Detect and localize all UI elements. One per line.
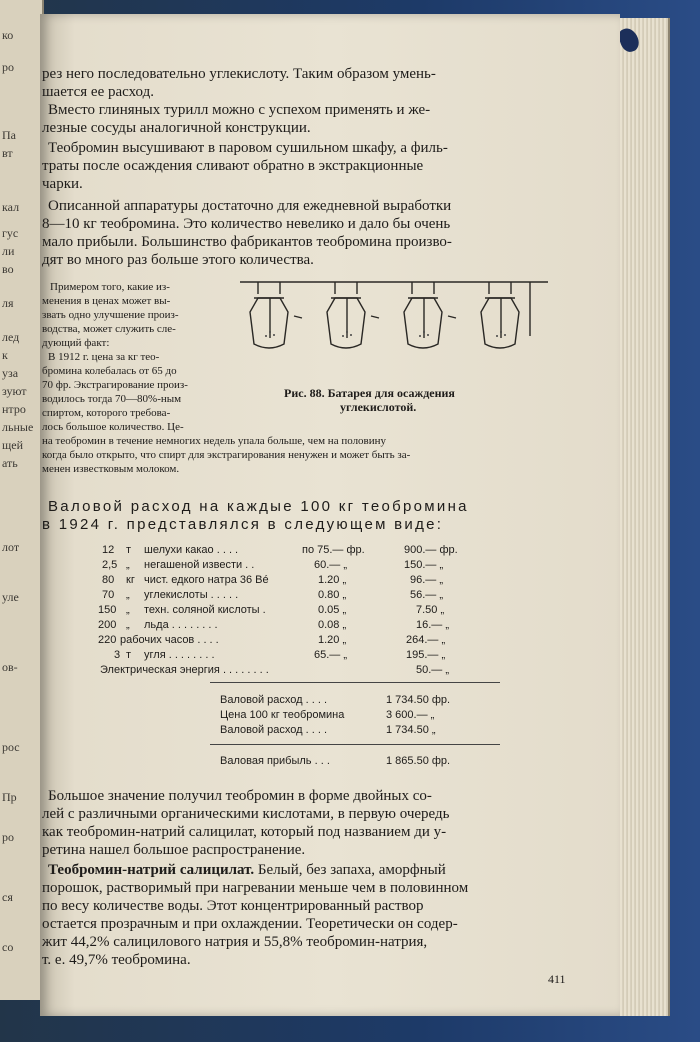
prev-page-fragment: ать	[2, 456, 18, 470]
row-total: 900.— фр.	[404, 544, 458, 556]
body-line: остается прозрачным и при охлаждении. Теоретически он содер-	[42, 916, 458, 932]
table-divider	[210, 744, 500, 745]
row-price: 65.— „	[314, 649, 348, 661]
book-page	[40, 14, 620, 1016]
row-price: 1.20 „	[318, 634, 347, 646]
body-line: 8—10 кг теобромина. Это количество невелико и дало бы очень	[42, 216, 451, 232]
prev-page-fragment: щей	[2, 438, 23, 452]
row-total: 150.— „	[404, 559, 444, 571]
subsection-text: Белый, без запаха, аморфный	[254, 862, 446, 878]
body-line: жит 44,2% салицилового натрия и 55,8% теобромин-натрия,	[42, 934, 428, 950]
row-qty: 80	[102, 574, 115, 586]
prev-page-fragment: Па	[2, 128, 16, 142]
prev-page-fragment: нтро	[2, 402, 26, 416]
prev-page-fragment: ов-	[2, 660, 18, 674]
prev-page-fragment: уле	[2, 590, 19, 604]
row-total: 16.— „	[416, 619, 450, 631]
note-line: на теобромин в течение немногих недель упала больше, чем на половину	[42, 435, 387, 447]
vessel-1	[250, 282, 302, 348]
row-unit: „	[126, 619, 130, 631]
table-divider	[210, 682, 500, 683]
row-name: угля . . . . . . . .	[144, 649, 215, 661]
row-unit: кг	[126, 574, 135, 586]
prev-page-fragment: кал	[2, 200, 20, 214]
row-unit: т	[126, 649, 132, 661]
page-number: 411	[548, 972, 566, 986]
row-unit: т	[126, 544, 132, 556]
prev-page-fragment: ро	[2, 60, 14, 74]
prev-page-fragment: лот	[2, 540, 20, 554]
body-line: Вместо глиняных турилл можно с успехом применять и же-	[48, 102, 431, 118]
precipitation-battery-figure	[240, 276, 550, 376]
note-line: водства, может служить сле-	[42, 323, 176, 335]
summary-value: 1 734.50 „	[386, 724, 436, 736]
page-content	[40, 14, 620, 1016]
row-total: 50.— „	[416, 664, 450, 676]
table-heading: Валовой расход на каждые 100 кг теобромина	[48, 498, 469, 515]
subsection-title: Теобромин-натрий салицилат.	[48, 862, 255, 878]
row-name: углекислоты . . . . .	[144, 589, 239, 601]
row-name: рабочих часов . . . .	[120, 634, 219, 646]
summary-value: 3 600.— „	[386, 709, 435, 721]
body-line: Теобромин высушивают в паровом сушильном шкафу, а филь-	[48, 140, 448, 156]
row-price: 60.— „	[314, 559, 348, 571]
body-line: лезные сосуды аналогичной конструкции.	[42, 120, 311, 136]
prev-page-fragment: со	[2, 940, 14, 954]
note-line: менен известковым молоком.	[42, 463, 180, 475]
prev-page-fragment: ро	[2, 830, 14, 844]
page-stack-edges	[616, 18, 670, 1016]
body-line: мало прибыли. Большинство фабрикантов теобромина произво-	[42, 234, 452, 250]
summary-label: Валовой расход . . . .	[220, 694, 328, 706]
body-line: как теобромин-натрий салицилат, который под названием ди у-	[42, 824, 447, 840]
row-qty: 12	[102, 544, 115, 556]
row-name: негашеной извести . .	[144, 559, 255, 571]
prev-page-fragment: ли	[2, 244, 15, 258]
note-line: водилось тогда 70—80%-ным	[42, 393, 182, 405]
note-line: В 1912 г. цена за кг тео-	[48, 351, 160, 363]
prev-page-fragment: Пр	[2, 790, 17, 804]
prev-page-fragment: во	[2, 262, 14, 276]
prev-page-fragment: льные	[2, 420, 34, 434]
summary-label: Цена 100 кг теобромина	[220, 709, 345, 721]
body-line: лей с различными органическими кислотами, в первую очередь	[42, 806, 450, 822]
row-unit: „	[126, 589, 130, 601]
body-line: ретина нашел большое распространение.	[42, 842, 306, 858]
prev-page-fragment: уза	[2, 366, 19, 380]
prev-page-fragment: ко	[2, 28, 14, 42]
vessel-2	[327, 282, 379, 348]
note-line: бромина колебалась от 65 до	[42, 365, 177, 377]
summary-value: 1 734.50 фр.	[386, 694, 451, 706]
summary-label: Валовой расход . . . .	[220, 724, 328, 736]
profit-label: Валовая прибыль . . .	[220, 755, 330, 767]
note-line: спиртом, которого требова-	[42, 407, 171, 419]
row-qty: 220	[98, 634, 117, 646]
row-total: 7.50 „	[416, 604, 445, 616]
note-line: когда было открыто, что спирт для экстрагирования ненужен и может быть за-	[42, 449, 411, 461]
row-name: Электрическая энергия . . . . . . . .	[100, 664, 269, 676]
prev-page-fragment: рос	[2, 740, 20, 754]
row-name: техн. соляной кислоты .	[144, 604, 266, 616]
note-line: лось большое количество. Це-	[42, 421, 184, 433]
row-name: шелухи какао . . . .	[144, 544, 239, 556]
body-line: чарки.	[42, 176, 83, 192]
prev-page-fragment: гус	[2, 226, 19, 240]
row-price: 0.80 „	[318, 589, 347, 601]
row-unit: „	[126, 604, 130, 616]
profit-value: 1 865.50 фр.	[386, 755, 451, 767]
row-price: по 75.— фр.	[302, 544, 365, 556]
row-qty: 3	[114, 649, 121, 661]
table-heading: в 1924 г. представлялся в следующем виде:	[42, 516, 444, 533]
note-line: дующий факт:	[42, 337, 110, 349]
vessel-4	[481, 282, 530, 348]
body-line: траты после осаждения сливают обратно в экстракционные	[42, 158, 424, 174]
note-line: менения в ценах может вы-	[42, 295, 171, 307]
previous-page-edge	[0, 0, 44, 1000]
body-line: рез него последовательно углекислоту. Таким образом умень-	[42, 66, 436, 82]
note-line: 70 фр. Экстрагирование произ-	[42, 379, 188, 391]
note-line: звать одно улучшение произ-	[42, 309, 179, 321]
row-price: 1.20 „	[318, 574, 347, 586]
prev-page-fragment: вт	[2, 146, 13, 160]
row-name: льда . . . . . . . .	[144, 619, 218, 631]
row-price: 0.05 „	[318, 604, 347, 616]
row-qty: 70	[102, 589, 115, 601]
prev-page-fragment: ля	[2, 296, 14, 310]
figure-caption: углекислотой.	[340, 400, 417, 414]
prev-page-fragment: к	[2, 348, 8, 362]
body-line: Описанной аппаратуры достаточно для ежедневной выработки	[48, 198, 452, 214]
row-name: чист. едкого натра 36 Bé	[144, 574, 269, 586]
figure-caption: Рис. 88. Батарея для осаждения	[284, 386, 455, 400]
row-total: 96.— „	[410, 574, 444, 586]
vessel-3	[404, 282, 456, 348]
body-line: дят во много раз больше этого количества.	[42, 252, 314, 268]
prev-page-fragment: лед	[2, 330, 20, 344]
row-total: 264.— „	[406, 634, 446, 646]
prev-page-fragment: зуют	[2, 384, 27, 398]
row-unit: „	[126, 559, 130, 571]
body-line: Большое значение получил теобромин в форме двойных со-	[48, 788, 432, 804]
row-qty: 2,5	[102, 559, 118, 571]
subsection-first-line	[48, 862, 446, 879]
body-line: по весу количестве воды. Этот концентрированный раствор	[42, 898, 424, 914]
row-total: 56.— „	[410, 589, 444, 601]
body-line: шается ее расход.	[42, 84, 154, 100]
body-line: т. е. 49,7% теобромина.	[42, 952, 191, 968]
body-line: порошок, растворимый при нагревании меньше чем в половинном	[42, 880, 469, 896]
row-qty: 150	[98, 604, 117, 616]
row-total: 195.— „	[406, 649, 446, 661]
row-qty: 200	[98, 619, 117, 631]
note-line: Примером того, какие из-	[50, 281, 170, 293]
prev-page-fragment: ся	[2, 890, 13, 904]
row-price: 0.08 „	[318, 619, 347, 631]
